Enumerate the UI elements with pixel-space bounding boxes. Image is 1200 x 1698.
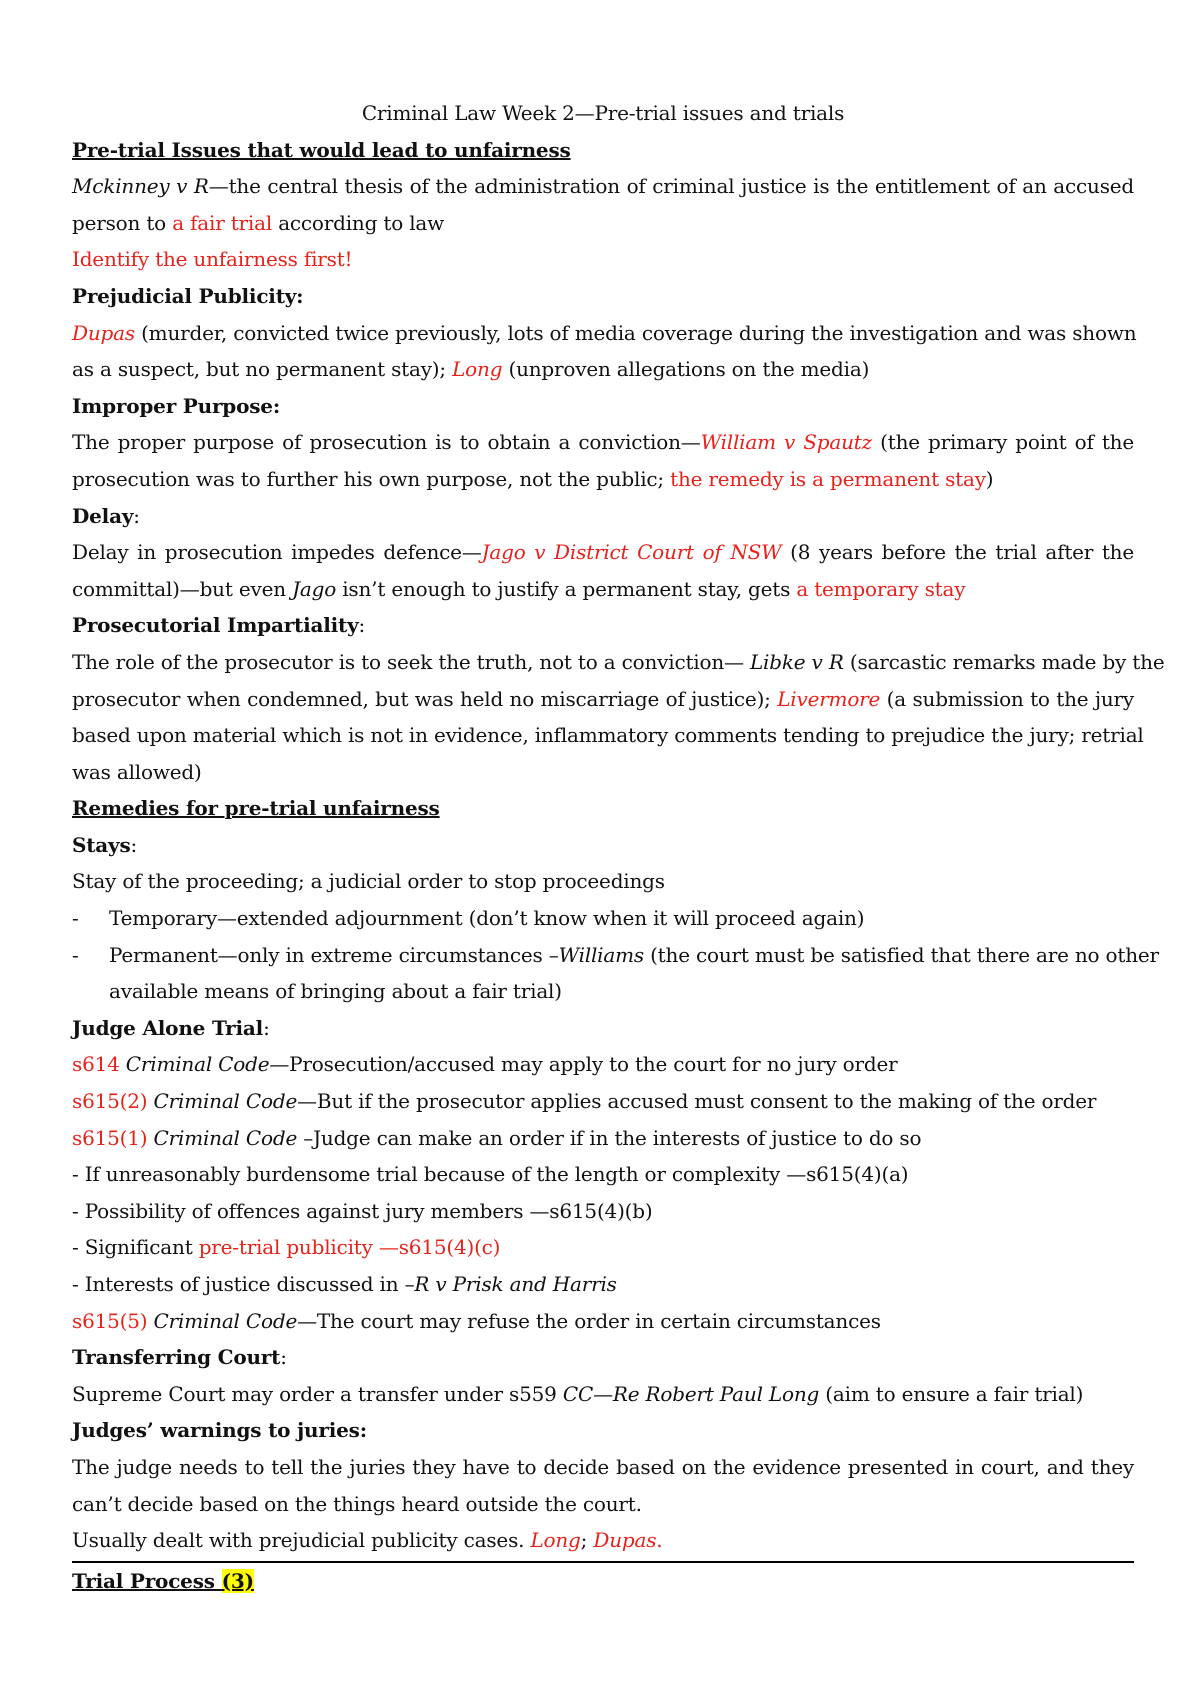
subheading-delay: Delay: (72, 503, 140, 528)
paragraph-line: The role of the prosecutor is to seek the truth, not to a conviction— Libke v R (sarcastic remarks made by the (72, 649, 1165, 674)
paragraph-line: as a suspect, but no permanent stay); Long (unproven allegations on the media) (72, 357, 870, 382)
section-heading-pretrial-issues: Pre-trial Issues that would lead to unfairness (72, 137, 571, 162)
case-name: Jago v District Court of NSW (481, 540, 782, 565)
list-item-continuation: available means of bringing about a fair trial) (109, 979, 562, 1004)
case-name: Williams (558, 942, 644, 967)
paragraph-line: s615(5) Criminal Code—The court may refuse the order in certain circumstances (72, 1308, 881, 1333)
paragraph-line: committal)—but even Jago isn’t enough to justify a permanent stay, gets a temporary stay (72, 576, 966, 601)
section-ref: s615(5) (72, 1308, 148, 1333)
highlight-text: the remedy is a permanent stay (670, 466, 986, 491)
paragraph-line: - Interests of justice discussed in –R v Prisk and Harris (72, 1272, 617, 1296)
highlight-text: a temporary stay (796, 576, 966, 601)
paragraph-line: Delay in prosecution impedes defence—Jago v District Court of NSW (8 years before the trial after the (72, 540, 1134, 565)
dash-bullet: - (72, 942, 79, 967)
section-heading-trial-process: Trial Process (3) (72, 1568, 254, 1593)
highlighted-badge: (3) (221, 1568, 254, 1593)
paragraph-line: was allowed) (72, 759, 202, 784)
case-name: William v Spautz (700, 430, 872, 455)
case-name: Dupas (593, 1528, 657, 1553)
section-ref: s615(1) (72, 1125, 148, 1150)
paragraph-line: s615(2) Criminal Code—But if the prosecutor applies accused must consent to the making of the order (72, 1089, 1097, 1114)
section-ref: s614 (72, 1052, 120, 1077)
case-name: R v Prisk and Harris (414, 1272, 617, 1296)
subheading-prejudicial-publicity: Prejudicial Publicity: (72, 283, 304, 308)
subheading-stays: Stays: (72, 832, 138, 857)
paragraph-line: prosecutor when condemned, but was held no miscarriage of justice); Livermore (a submission to the jury (72, 686, 1134, 711)
case-name: Jago (292, 576, 337, 601)
case-name: —Re Robert Paul Long (593, 1381, 820, 1406)
paragraph-line: - Possibility of offences against jury members —s615(4)(b) (72, 1198, 653, 1223)
paragraph-line: Stay of the proceeding; a judicial order to stop proceedings (72, 869, 665, 894)
highlight-text: a fair trial (172, 210, 273, 235)
case-name: Libke v R (749, 649, 844, 674)
paragraph-line: based upon material which is not in evidence, inflammatory comments tending to prejudice the jury; retrial (72, 723, 1144, 748)
paragraph-line: s614 Criminal Code—Prosecution/accused may apply to the court for no jury order (72, 1052, 898, 1077)
case-name: Mckinney v R (72, 174, 209, 199)
subheading-transferring-court: Transferring Court: (72, 1345, 287, 1370)
emphasis-note: Identify the unfairness first! (72, 247, 353, 272)
highlight-text: pre-trial publicity —s615(4)(c) (198, 1235, 501, 1260)
subheading-improper-purpose: Improper Purpose: (72, 393, 280, 418)
case-name: Livermore (777, 686, 881, 711)
paragraph-line: - Significant pre-trial publicity —s615(4)(c) (72, 1235, 501, 1260)
subheading-judge-alone-trial: Judge Alone Trial: (72, 1015, 270, 1040)
paragraph-line: person to a fair trial according to law (72, 210, 445, 235)
paragraph-line: Usually dealt with prejudicial publicity cases. Long; Dupas. (72, 1528, 663, 1553)
paragraph-line: Supreme Court may order a transfer under s559 CC—Re Robert Paul Long (aim to ensure a fair trial) (72, 1381, 1084, 1406)
case-name: Long (530, 1528, 581, 1553)
case-name: Dupas (72, 320, 135, 345)
section-ref: s615(2) (72, 1089, 148, 1114)
dash-bullet: - (72, 906, 79, 931)
list-item: - Temporary—extended adjournment (don’t know when it will proceed again) (72, 900, 1134, 937)
subheading-judges-warnings: Judges’ warnings to juries: (72, 1418, 367, 1443)
paragraph-line: The judge needs to tell the juries they have to decide based on the evidence presented in court, and they (72, 1454, 1134, 1479)
document-page (72, 95, 1165, 1599)
list-item: - Permanent—only in extreme circumstances –Williams (the court must be satisfied that there are no other (72, 937, 1134, 974)
subheading-prosecutorial-impartiality: Prosecutorial Impartiality: (72, 613, 366, 638)
section-heading-remedies: Remedies for pre-trial unfairness (72, 796, 440, 821)
paragraph-line: s615(1) Criminal Code –Judge can make an order if in the interests of justice to do so (72, 1125, 922, 1150)
paragraph-line: - If unreasonably burdensome trial because of the length or complexity —s615(4)(a) (72, 1162, 909, 1187)
paragraph-line: prosecution was to further his own purpose, not the public; the remedy is a permanent stay) (72, 466, 994, 491)
case-name: Long (452, 357, 503, 382)
paragraph-line: can’t decide based on the things heard outside the court. (72, 1491, 642, 1516)
paragraph-line: The proper purpose of prosecution is to obtain a conviction—William v Spautz (the primary point of the (72, 430, 1134, 455)
paragraph-line: Mckinney v R—the central thesis of the administration of criminal justice is the entitlement of an accused (72, 174, 1134, 199)
document-title: Criminal Law Week 2—Pre-trial issues and trials (361, 101, 845, 125)
paragraph-line: Dupas (murder, convicted twice previously, lots of media coverage during the investigation and was shown (72, 320, 1137, 345)
